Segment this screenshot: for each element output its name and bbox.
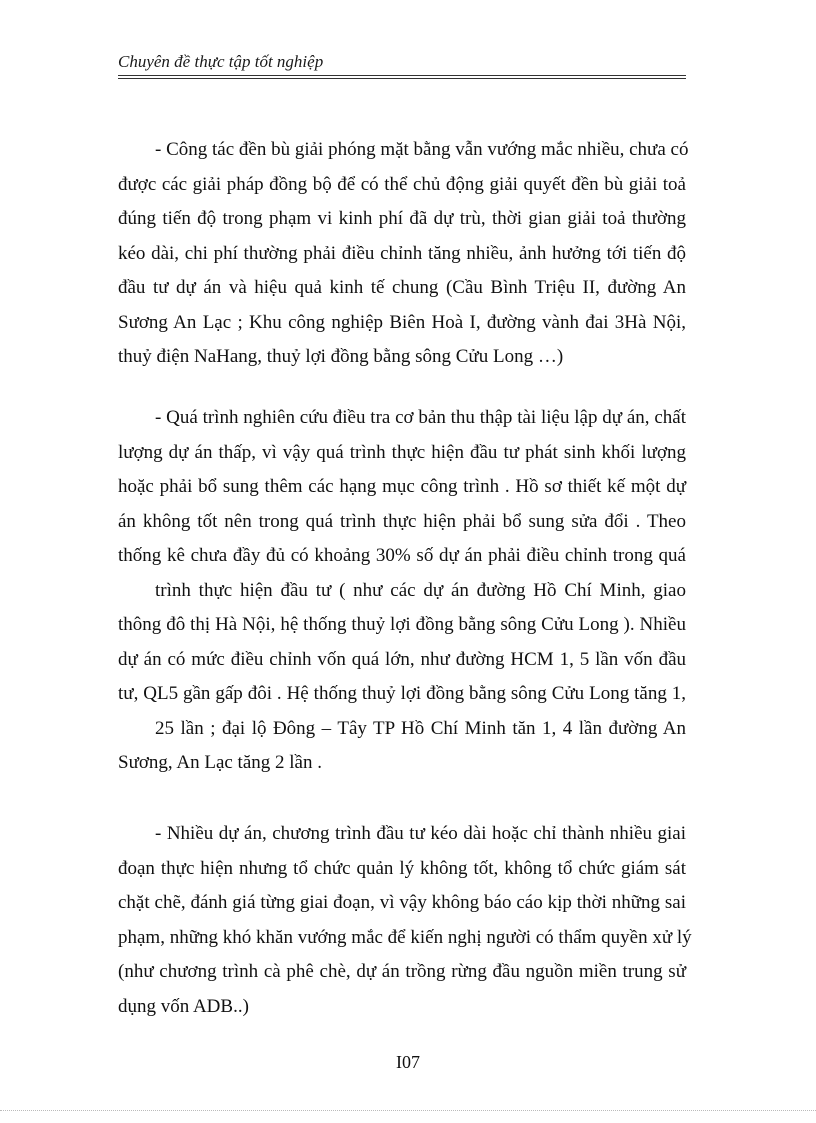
text-line: thông đô thị Hà Nội, hệ thống thuỷ lợi đồng bằng sông Cửu Long ). Nhiều — [118, 614, 686, 635]
text-line: dụng vốn ADB..) — [118, 995, 249, 1017]
header-rule — [118, 75, 686, 79]
text-line: - Công tác đền bù giải phóng mặt bằng vẫn vướng mắc nhiều, chưa có — [155, 139, 689, 160]
paragraph-2 — [118, 401, 686, 781]
text-line: đoạn thực hiện nhưng tổ chức quản lý không tốt, không tổ chức giám sát — [118, 857, 686, 879]
text-line: tư, QL5 gần gấp đôi . Hệ thống thuỷ lợi đồng bằng sông Cửu Long tăng 1, — [118, 683, 686, 704]
text-line: trình thực hiện đầu tư ( như các dự án đường Hồ Chí Minh, giao — [155, 579, 686, 601]
text-line: kéo dài, chi phí thường phải điều chỉnh tăng nhiều, ảnh hưởng tới tiến độ — [118, 242, 686, 264]
text-line: thống kê chưa đầy đủ có khoảng 30% số dự án phải điều chỉnh trong quá — [118, 545, 686, 566]
running-header: Chuyên đề thực tập tốt nghiệp — [118, 52, 324, 71]
text-line: lượng dự án thấp, vì vậy quá trình thực hiện đầu tư phát sinh khối lượng — [118, 441, 686, 463]
text-line: đầu tư dự án và hiệu quả kinh tế chung (Cầu Bình Triệu II, đường An — [118, 277, 686, 298]
text-line: phạm, những khó khăn vướng mắc để kiến nghị người có thẩm quyền xử lý — [118, 926, 692, 948]
text-line: Sương An Lạc ; Khu công nghiệp Biên Hoà I, đường vành đai 3Hà Nội, — [118, 311, 686, 333]
text-line: dự án có mức điều chỉnh vốn quá lớn, như đường HCM 1, 5 lần vốn đầu — [118, 648, 686, 670]
text-line: - Nhiều dự án, chương trình đầu tư kéo dài hoặc chỉ thành nhiều giai — [155, 823, 686, 844]
text-line: Sương, An Lạc tăng 2 lần . — [118, 752, 322, 773]
text-line: chặt chẽ, đánh giá từng giai đoạn, vì vậy không báo cáo kịp thời những sai — [118, 892, 686, 913]
page-number: I07 — [396, 1052, 420, 1072]
paragraph-3 — [118, 817, 692, 1024]
text-line: 25 lần ; đại lộ Đông – Tây TP Hồ Chí Minh tăn 1, 4 lần đường An — [155, 717, 686, 739]
text-line: hoặc phải bổ sung thêm các hạng mục công trình . Hồ sơ thiết kế một dự — [118, 476, 686, 497]
text-line: án không tốt nên trong quá trình thực hiện phải bổ sung sửa đổi . Theo — [118, 510, 686, 532]
bottom-dotted-rule — [0, 1110, 816, 1111]
paragraph-1 — [118, 133, 689, 375]
text-line: đúng tiến độ trong phạm vi kinh phí đã dự trù, thời gian giải toả thường — [118, 208, 686, 229]
text-line: được các giải pháp đồng bộ để có thể chủ động giải quyết đền bù giải toả — [118, 173, 686, 195]
text-line: thuỷ điện NaHang, thuỷ lợi đồng bằng sông Cửu Long …) — [118, 346, 564, 367]
text-line: (như chương trình cà phê chè, dự án trồng rừng đầu nguồn miền trung sử — [118, 961, 686, 982]
text-line: - Quá trình nghiên cứu điều tra cơ bản thu thập tài liệu lập dự án, chất — [155, 407, 686, 428]
